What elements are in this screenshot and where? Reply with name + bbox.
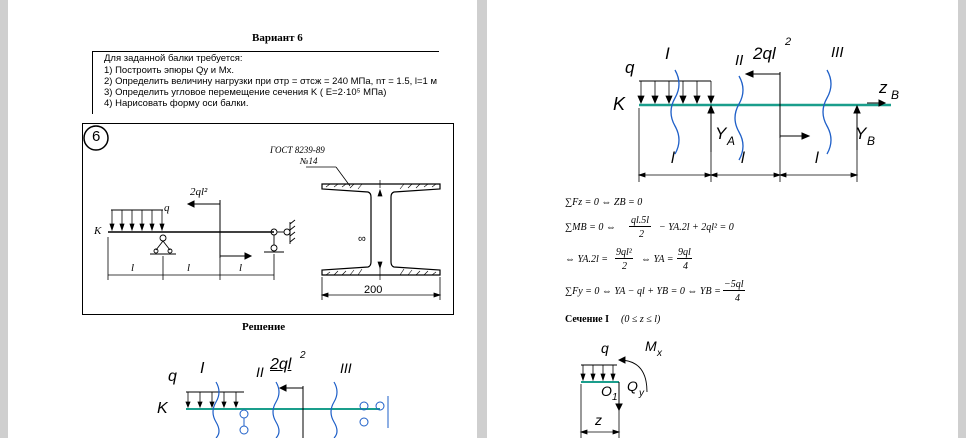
solution-moment-exponent: 2 bbox=[300, 350, 306, 361]
solution-load-arrows bbox=[186, 392, 238, 407]
section-range: (0 ≤ z ≤ l) bbox=[621, 314, 661, 325]
equation-3-numerator-2: 9ql bbox=[678, 247, 691, 258]
point-k-label: K bbox=[94, 225, 102, 237]
moment-label: 2ql² bbox=[190, 186, 208, 198]
span-1-label: l bbox=[131, 262, 135, 274]
section-hatch-bottom bbox=[326, 269, 436, 275]
sketch-section-1-label: I bbox=[665, 44, 670, 63]
span-2-label: l bbox=[187, 262, 191, 274]
task-intro: Для заданной балки требуется: bbox=[104, 53, 243, 64]
load-arrows bbox=[110, 210, 164, 230]
fbd-o1-subscript: 1 bbox=[612, 392, 618, 403]
free-body-sketch bbox=[487, 0, 958, 438]
equation-1: ∑Fz = 0 ⇔ ZB = 0 bbox=[565, 197, 643, 208]
equation-3-numerator-1: 9ql² bbox=[616, 247, 632, 258]
solution-q-label: q bbox=[168, 368, 177, 385]
fbd-o1-label: O bbox=[601, 383, 612, 399]
section-title: Сечение I bbox=[565, 314, 609, 325]
equation-4-denominator: 4 bbox=[735, 293, 740, 304]
task-item-2: 2) Определить величину нагрузки при σтр = σтсж = 240 МПа, nт = 1.5, l=1 м bbox=[104, 76, 438, 87]
document-page-1 bbox=[8, 0, 477, 438]
sketch-span-3-label: l bbox=[815, 150, 819, 167]
beam-figure-drawing bbox=[8, 0, 477, 438]
sketch-k-label: K bbox=[613, 94, 626, 114]
equation-3-denominator-1: 2 bbox=[622, 261, 627, 272]
sketch-ya-label: Y bbox=[715, 124, 727, 143]
profile-label: №14 bbox=[300, 156, 318, 166]
solution-section-1-label: I bbox=[200, 360, 205, 377]
load-arrows bbox=[638, 81, 714, 103]
document-page-2 bbox=[487, 0, 958, 438]
solution-supports bbox=[240, 396, 388, 434]
equation-2-right: − YA.2l + 2ql² = 0 bbox=[659, 222, 734, 233]
equation-2-numerator: ql.5l bbox=[631, 215, 650, 226]
web-dimension bbox=[378, 180, 382, 280]
equation-3-left: ⇔ YA.2l = bbox=[565, 254, 608, 265]
equation-4-numerator: −5ql bbox=[724, 279, 744, 290]
sketch-z-axis-label: z bbox=[879, 78, 888, 97]
sketch-ya-subscript: A bbox=[727, 134, 736, 148]
variant-title: Вариант 6 bbox=[252, 32, 303, 44]
sketch-yb-label: Y bbox=[855, 124, 867, 143]
sketch-moment-label: 2ql bbox=[753, 44, 776, 63]
fbd-qy-subscript: y bbox=[639, 388, 644, 399]
fbd-mx-label: M bbox=[645, 338, 657, 354]
fbd-q-label: q bbox=[601, 340, 609, 356]
gost-leader bbox=[306, 167, 350, 186]
web-dimension-label: ∞ bbox=[358, 233, 366, 245]
load-q-label: q bbox=[164, 202, 170, 214]
sketch-q-label: q bbox=[625, 58, 635, 77]
task-item-4: 4) Нарисовать форму оси балки. bbox=[104, 98, 249, 109]
task-item-3: 3) Определить угловое перемещение сечения K ( E=2·10⁵ МПа) bbox=[104, 87, 387, 98]
width-dimension-label: 200 bbox=[364, 284, 383, 296]
fbd-load-arrows bbox=[581, 365, 615, 380]
section-waves bbox=[671, 70, 831, 160]
solution-heading: Решение bbox=[242, 321, 286, 333]
sketch-z-axis-subscript: B bbox=[891, 88, 900, 102]
i-beam-section bbox=[322, 184, 440, 275]
sketch-section-3-label: III bbox=[831, 44, 844, 61]
support-b bbox=[264, 220, 295, 252]
solution-moment-label: 2ql bbox=[270, 356, 292, 373]
gost-label: ГОСТ 8239-89 bbox=[270, 145, 325, 155]
sketch-moment-exponent: 2 bbox=[785, 36, 792, 48]
task-item-1: 1) Построить эпюры Qy и Mx. bbox=[104, 65, 235, 76]
sketch-section-2-label: II bbox=[735, 52, 744, 69]
fbd-z-label: z bbox=[595, 412, 602, 428]
moment-arrow bbox=[188, 200, 251, 259]
solution-moment-arrow bbox=[280, 385, 303, 438]
section-hatch-top bbox=[326, 184, 436, 189]
span-3-label: l bbox=[239, 262, 243, 274]
reaction-ya-arrow bbox=[708, 106, 714, 152]
fbd-mx-subscript: x bbox=[657, 348, 662, 359]
sketch-span-2-label: l bbox=[741, 150, 745, 167]
solution-section-3-label: III bbox=[340, 360, 352, 376]
equation-4-left: ∑Fy = 0 ⇔ YA − ql + YB = 0 ⇔ YB = bbox=[565, 286, 721, 297]
solution-k-label: K bbox=[157, 400, 168, 417]
equation-2-left: ∑MB = 0 ⇔ bbox=[565, 222, 616, 233]
support-a bbox=[150, 235, 176, 254]
variant-number: 6 bbox=[92, 128, 101, 145]
equation-3-middle: ⇔ YA = bbox=[641, 254, 674, 265]
equation-2-denominator: 2 bbox=[639, 229, 644, 240]
sketch-yb-subscript: B bbox=[867, 134, 876, 148]
sketch-span-1-label: l bbox=[671, 150, 675, 167]
solution-section-2-label: II bbox=[256, 364, 264, 380]
equation-3-denominator-2: 4 bbox=[683, 261, 688, 272]
fbd-qy-label: Q bbox=[627, 378, 638, 394]
